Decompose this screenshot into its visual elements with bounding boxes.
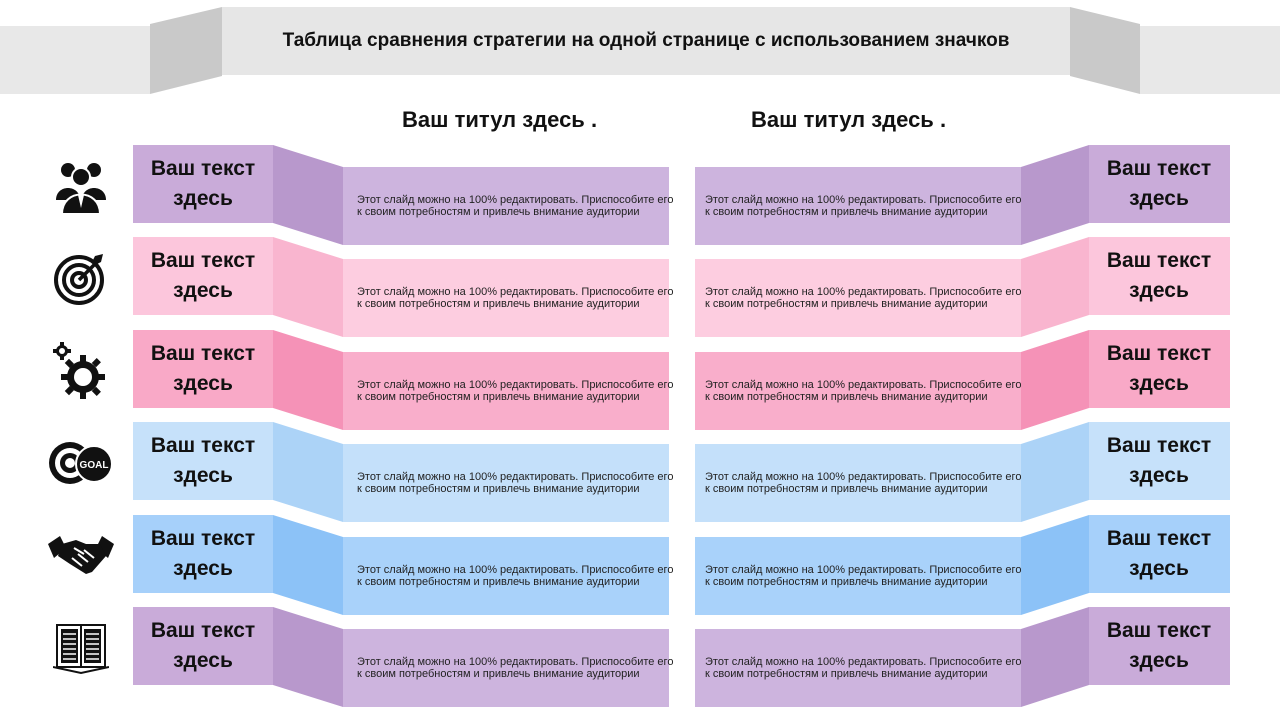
row-text-right: Этот слайд можно на 100% редактировать. Приспособите его к своим потребностям и привлечь внимание аудитории xyxy=(705,193,1022,218)
row-label-right: Ваш текст здесь xyxy=(1106,619,1212,672)
row-label-right: Ваш текст здесь xyxy=(1106,249,1212,302)
row-label-right: Ваш текст здесь xyxy=(1106,157,1212,210)
table-row xyxy=(0,237,1280,337)
table-row xyxy=(0,422,1280,522)
row-label-left: Ваш текст здесь xyxy=(150,249,256,302)
row-label-left: Ваш текст здесь xyxy=(150,157,256,210)
team-icon xyxy=(46,155,116,217)
row-text-left: Этот слайд можно на 100% редактировать. Приспособите его к своим потребностям и привлечь внимание аудитории xyxy=(357,655,674,680)
handshake-icon xyxy=(46,525,116,587)
row-text-right: Этот слайд можно на 100% редактировать. Приспособите его к своим потребностям и привлечь внимание аудитории xyxy=(705,470,1022,495)
row-label-left: Ваш текст здесь xyxy=(150,434,256,487)
goal-icon xyxy=(46,432,116,494)
table-row xyxy=(0,330,1280,430)
row-text-right: Этот слайд можно на 100% редактировать. Приспособите его к своим потребностям и привлечь внимание аудитории xyxy=(705,378,1022,403)
row-text-right: Этот слайд можно на 100% редактировать. Приспособите его к своим потребностям и привлечь внимание аудитории xyxy=(705,285,1022,310)
row-label-right: Ваш текст здесь xyxy=(1106,434,1212,487)
row-text-left: Этот слайд можно на 100% редактировать. Приспособите его к своим потребностям и привлечь внимание аудитории xyxy=(357,470,674,495)
book-icon xyxy=(46,617,116,679)
row-text-left: Этот слайд можно на 100% редактировать. Приспособите его к своим потребностям и привлечь внимание аудитории xyxy=(357,193,674,218)
svg-text:GOAL: GOAL xyxy=(79,460,109,471)
row-label-left: Ваш текст здесь xyxy=(150,619,256,672)
row-label-right: Ваш текст здесь xyxy=(1106,527,1212,580)
column-heading-left: Ваш титул здесь . xyxy=(402,107,598,132)
page-title: Таблица сравнения стратегии на одной странице с использованием значков xyxy=(282,30,1010,51)
column-heading-right: Ваш титул здесь . xyxy=(751,107,947,132)
gears-icon xyxy=(46,340,116,402)
row-label-left: Ваш текст здесь xyxy=(150,342,256,395)
row-label-right: Ваш текст здесь xyxy=(1106,342,1212,395)
target-arrow-icon xyxy=(46,247,116,309)
table-row xyxy=(0,145,1280,245)
table-row xyxy=(0,515,1280,615)
row-label-left: Ваш текст здесь xyxy=(150,527,256,580)
row-text-left: Этот слайд можно на 100% редактировать. Приспособите его к своим потребностям и привлечь внимание аудитории xyxy=(357,285,674,310)
row-text-right: Этот слайд можно на 100% редактировать. Приспособите его к своим потребностям и привлечь внимание аудитории xyxy=(705,655,1022,680)
row-text-left: Этот слайд можно на 100% редактировать. Приспособите его к своим потребностям и привлечь внимание аудитории xyxy=(357,378,674,403)
row-text-right: Этот слайд можно на 100% редактировать. Приспособите его к своим потребностям и привлечь внимание аудитории xyxy=(705,563,1022,588)
table-row xyxy=(0,607,1280,707)
row-text-left: Этот слайд можно на 100% редактировать. Приспособите его к своим потребностям и привлечь внимание аудитории xyxy=(357,563,674,588)
